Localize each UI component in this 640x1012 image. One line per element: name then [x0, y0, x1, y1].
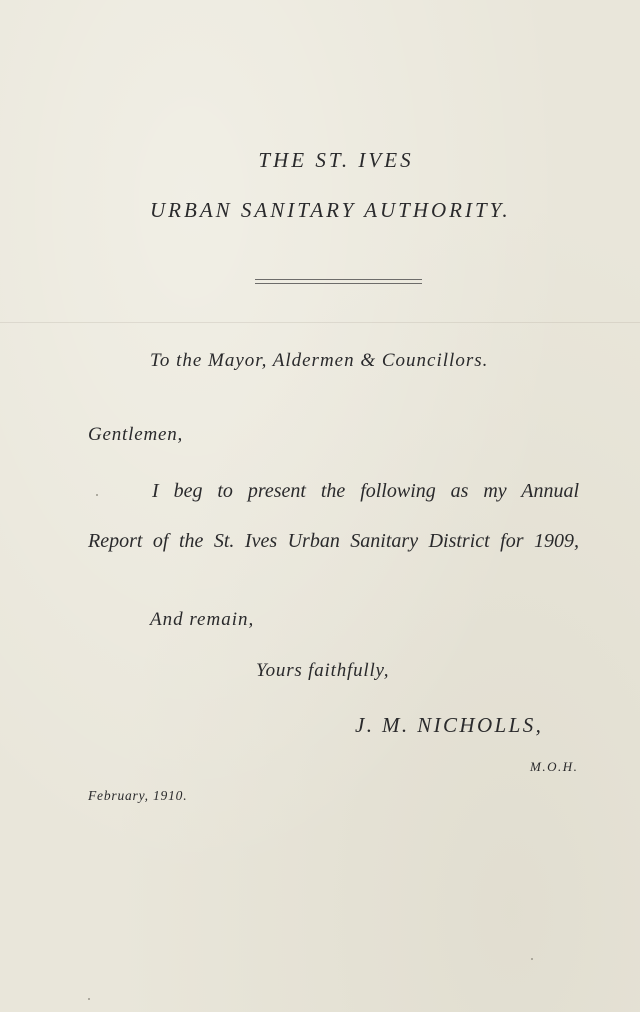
- paper-speck: [531, 958, 533, 960]
- page-fold-line: [0, 322, 640, 323]
- paper-speck: [88, 998, 90, 1000]
- body-line-1: I beg to present the following as my Annual: [152, 480, 579, 502]
- title-line-2: URBAN SANITARY AUTHORITY.: [150, 198, 511, 222]
- paper-speck: [96, 494, 98, 496]
- signature-name: J. M. NICHOLLS,: [355, 713, 544, 737]
- closing-line: And remain,: [150, 609, 255, 630]
- valediction: Yours faithfully,: [256, 660, 390, 681]
- body-line-2: Report of the St. Ives Urban Sanitary District for 1909,: [88, 530, 579, 552]
- document-date: February, 1910.: [88, 788, 188, 803]
- title-line-1: THE ST. IVES: [258, 148, 414, 172]
- double-rule-divider: [255, 279, 422, 284]
- salutation: Gentlemen,: [88, 424, 184, 445]
- address-line: To the Mayor, Aldermen & Councillors.: [150, 350, 489, 371]
- signature-credential: M.O.H.: [530, 759, 579, 774]
